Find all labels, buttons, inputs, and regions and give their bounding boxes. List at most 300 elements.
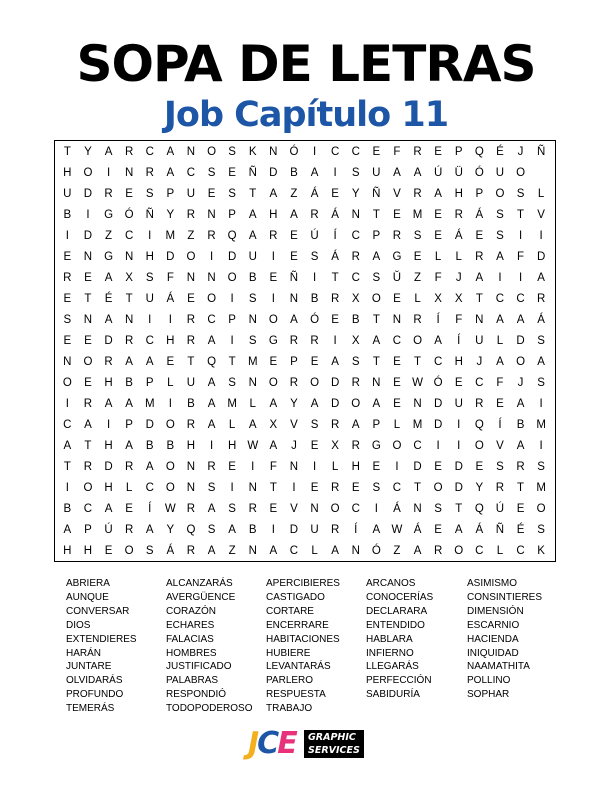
grid-cell: D — [83, 230, 93, 242]
grid-cell: A — [516, 398, 525, 410]
grid-cell: N — [186, 146, 196, 158]
grid-cell: B — [290, 167, 298, 179]
grid-cell: Q — [207, 356, 217, 368]
grid-cell: P — [290, 356, 298, 368]
grid-cell: N — [310, 503, 319, 515]
jce-letters — [248, 726, 296, 762]
grid-cell: L — [125, 482, 133, 494]
grid-cell: A — [207, 503, 216, 515]
grid-cell: N — [207, 209, 216, 221]
grid-cell: Á — [413, 524, 422, 536]
grid-cell: R — [289, 377, 299, 389]
grid-cell: P — [372, 419, 381, 431]
grid-cell: Z — [290, 188, 298, 200]
grid-cell: A — [413, 167, 422, 179]
word-list-item: NAAMATHITA — [467, 661, 530, 673]
grid-cell: Í — [148, 503, 152, 515]
grid-cell: U — [310, 524, 319, 536]
grid-cell: E — [84, 377, 92, 389]
grid-cell: E — [454, 377, 463, 389]
word-list-item: ECHARES — [166, 619, 215, 631]
word-list-item: AUNQUE — [66, 591, 109, 603]
grid-cell: N — [207, 272, 216, 284]
grid-cell: E — [269, 503, 278, 515]
word-list-item: ALCANZARÁS — [166, 578, 233, 589]
grid-cell: S — [228, 377, 236, 389]
grid-cell: T — [517, 482, 525, 494]
grid-cell: D — [166, 251, 175, 263]
grid-cell: G — [371, 440, 381, 452]
grid-cell: C — [186, 167, 196, 179]
grid-cell: U — [186, 377, 196, 389]
grid-cell: S — [248, 293, 257, 305]
word-list-item: DECLARARA — [366, 605, 428, 617]
word-list-item: TEMERÁS — [66, 703, 115, 715]
grid-cell: T — [187, 356, 195, 368]
grid-cell: Á — [475, 209, 484, 221]
grid-cell: N — [248, 314, 257, 326]
grid-cell: I — [312, 272, 317, 284]
grid-cell: X — [269, 419, 278, 431]
grid-cell: R — [433, 545, 443, 557]
grid-cell: T — [414, 356, 422, 368]
grid-cell: N — [186, 482, 196, 494]
grid-cell: F — [434, 272, 442, 284]
grid-cell: O — [516, 167, 526, 179]
grid-cell: X — [434, 293, 442, 305]
word-list-item: CORAZÓN — [166, 605, 216, 617]
grid-cell: I — [457, 440, 461, 452]
grid-cell: E — [228, 461, 236, 473]
grid-cell: P — [125, 419, 133, 431]
grid-cell: A — [434, 188, 442, 200]
grid-cell: L — [393, 419, 401, 431]
grid-cell: A — [331, 356, 339, 368]
word-list-item: APERCIBIERES — [266, 578, 340, 589]
grid-cell: A — [454, 524, 463, 536]
grid-cell: M — [412, 419, 423, 431]
grid-cell: É — [496, 146, 504, 158]
grid-cell: A — [145, 524, 154, 536]
grid-cell: M — [412, 209, 423, 221]
grid-cell: A — [269, 188, 278, 200]
grid-cell: A — [290, 314, 298, 326]
grid-cell: Z — [414, 272, 422, 284]
grid-cell: N — [248, 377, 257, 389]
grid-cell: T — [84, 440, 92, 452]
grid-cell: Y — [351, 188, 360, 200]
grid-cell: O — [186, 251, 196, 263]
grid-cell: B — [63, 209, 72, 221]
grid-cell: L — [455, 251, 462, 263]
grid-cell: Q — [474, 503, 484, 515]
grid-cell: R — [124, 461, 134, 473]
grid-cell: E — [496, 398, 504, 410]
grid-cell: K — [248, 146, 257, 158]
logo-line-1: GRAPHIC — [308, 732, 356, 743]
grid-cell: B — [187, 398, 195, 410]
grid-cell: P — [166, 188, 175, 200]
grid-cell: C — [392, 482, 402, 494]
grid-cell: I — [518, 230, 523, 242]
grid-cell: R — [351, 377, 360, 389]
word-list-item: HABLARA — [366, 633, 413, 645]
grid-cell: C — [516, 545, 525, 557]
word-list-item: OLVIDARÁS — [66, 675, 123, 687]
grid-cell: C — [289, 545, 299, 557]
grid-cell: C — [433, 356, 443, 368]
grid-cell: N — [475, 314, 484, 326]
grid-cell: A — [207, 398, 216, 410]
grid-cell: Ó — [474, 167, 484, 179]
grid-cell: E — [207, 188, 216, 200]
grid-cell: L — [496, 545, 504, 557]
grid-cell: E — [475, 230, 484, 242]
word-list-item: INIQUIDAD — [467, 647, 519, 659]
grid-cell: Í — [498, 419, 502, 431]
grid-cell: G — [104, 251, 114, 263]
grid-cell: R — [495, 482, 505, 494]
grid-cell: H — [186, 440, 196, 452]
grid-cell: C — [207, 314, 216, 326]
grid-cell: A — [207, 335, 216, 347]
grid-cell: S — [228, 503, 236, 515]
grid-cell: I — [333, 335, 337, 347]
grid-cell: Q — [186, 524, 196, 536]
word-list-item: LEVANTARÁS — [266, 661, 331, 673]
grid-cell: E — [516, 503, 525, 515]
grid-cell: A — [496, 314, 504, 326]
grid-cell: C — [351, 272, 360, 284]
word-list-item: ABRIERA — [66, 578, 110, 589]
grid-cell: Á — [393, 503, 401, 515]
grid-cell: G — [392, 251, 402, 263]
grid-cell: R — [330, 482, 340, 494]
grid-cell: S — [310, 251, 319, 263]
grid-cell: Á — [331, 251, 339, 263]
grid-cell: R — [413, 188, 422, 200]
grid-cell: C — [330, 146, 340, 158]
grid-cell: K — [537, 545, 545, 557]
grid-cell: M — [247, 356, 258, 368]
grid-cell: R — [186, 419, 196, 431]
grid-cell: T — [331, 272, 339, 284]
grid-cell: A — [269, 440, 278, 452]
grid-cell: Q — [474, 146, 484, 158]
word-list-item: HUBIERE — [266, 647, 311, 659]
grid-cell: F — [496, 377, 504, 389]
grid-cell: D — [413, 461, 422, 473]
grid-cell: R — [475, 398, 484, 410]
grid-cell: O — [516, 356, 526, 368]
grid-cell: L — [311, 545, 318, 557]
grid-cell: N — [372, 377, 381, 389]
grid-cell: A — [166, 167, 175, 179]
grid-cell: L — [414, 293, 421, 305]
word-list-item: TRABAJO — [266, 703, 313, 715]
grid-cell: N — [83, 251, 93, 263]
grid-cell: I — [106, 419, 111, 431]
grid-cell: A — [125, 398, 133, 410]
grid-cell: Z — [105, 230, 113, 242]
grid-cell: T — [414, 482, 422, 494]
grid-cell: E — [434, 524, 442, 536]
grid-cell: Ñ — [248, 167, 257, 179]
grid-cell: V — [290, 419, 298, 431]
grid-cell: J — [291, 440, 297, 452]
grid-cell: S — [537, 461, 545, 473]
grid-cell: N — [351, 209, 360, 221]
grid-cell: A — [475, 272, 484, 284]
grid-cell: I — [539, 440, 543, 452]
grid-cell: T — [372, 314, 380, 326]
grid-cell: I — [168, 398, 172, 410]
grid-cell: V — [290, 503, 298, 515]
word-list-item: PALABRAS — [166, 675, 219, 687]
grid-cell: I — [148, 314, 152, 326]
grid-cell: Z — [187, 230, 195, 242]
grid-cell: D — [454, 482, 463, 494]
grid-cell: W — [247, 440, 259, 452]
logo-letter-e: E — [277, 726, 296, 761]
grid-cell: E — [413, 251, 422, 263]
grid-cell: Í — [333, 230, 337, 242]
grid-cell: C — [413, 440, 422, 452]
grid-cell: Ú — [433, 167, 443, 179]
word-list-item: HACIENDA — [467, 633, 519, 645]
grid-cell: E — [393, 356, 401, 368]
word-list-item: LLEGARÁS — [366, 661, 419, 673]
grid-cell: A — [63, 440, 72, 452]
grid-cell: S — [516, 188, 525, 200]
grid-cell: N — [124, 167, 134, 179]
grid-cell: Q — [227, 230, 237, 242]
grid-cell: F — [393, 146, 401, 158]
grid-cell: E — [84, 272, 92, 284]
grid-cell: O — [83, 356, 93, 368]
grid-cell: A — [63, 524, 72, 536]
page-title: SOPA DE LETRAS — [76, 35, 536, 93]
grid-cell: C — [145, 146, 154, 158]
grid-cell: C — [83, 503, 93, 515]
grid-cell: O — [474, 440, 484, 452]
grid-cell: A — [310, 167, 319, 179]
grid-cell: R — [536, 293, 546, 305]
grid-cell: S — [537, 335, 545, 347]
grid-cell: C — [124, 230, 134, 242]
grid-cell: E — [228, 167, 236, 179]
grid-cell: L — [496, 335, 504, 347]
word-list-item: HOMBRES — [166, 647, 217, 659]
grid-cell: E — [125, 503, 133, 515]
grid-cell: S — [207, 482, 216, 494]
grid-cell: C — [351, 146, 360, 158]
grid-cell: H — [454, 188, 463, 200]
grid-cell: A — [248, 209, 257, 221]
grid-cell: E — [310, 356, 319, 368]
grid-cell: N — [248, 545, 257, 557]
grid-cell: A — [372, 398, 381, 410]
grid-cell: T — [63, 461, 71, 473]
grid-cell: S — [496, 209, 504, 221]
grid-cell: Ü — [454, 167, 463, 179]
grid-cell: N — [63, 356, 72, 368]
grid-cell: E — [372, 146, 381, 158]
grid-cell: P — [84, 524, 92, 536]
grid-cell: N — [351, 545, 360, 557]
grid-cell: O — [392, 440, 402, 452]
word-list-item: INFIERNO — [366, 647, 414, 659]
grid-cell: I — [230, 335, 234, 347]
grid-cell: A — [228, 524, 236, 536]
grid-cell: A — [516, 314, 525, 326]
grid-cell: R — [186, 209, 196, 221]
grid-cell: I — [271, 293, 275, 305]
grid-cell: E — [393, 377, 401, 389]
grid-cell: L — [228, 419, 236, 431]
word-list-item: FALACIAS — [166, 633, 214, 645]
grid-cell: R — [83, 461, 93, 473]
grid-cell: É — [516, 524, 525, 536]
grid-cell: A — [207, 419, 216, 431]
grid-cell: V — [393, 188, 401, 200]
grid-cell: C — [475, 545, 484, 557]
grid-cell: L — [434, 251, 442, 263]
word-list-item: POLLINO — [467, 675, 511, 687]
grid-cell: D — [536, 251, 546, 263]
grid-cell: A — [537, 272, 545, 284]
grid-cell: N — [413, 398, 422, 410]
grid-cell: O — [207, 293, 217, 305]
grid-cell: Á — [537, 314, 545, 326]
grid-cell: Á — [166, 545, 175, 557]
grid-cell: M — [227, 398, 237, 410]
grid-cell: R — [330, 419, 340, 431]
grid-cell: Í — [457, 335, 461, 347]
grid-cell: S — [496, 461, 504, 473]
grid-cell: E — [269, 356, 278, 368]
grid-cell: A — [125, 440, 133, 452]
grid-cell: R — [392, 230, 402, 242]
word-list-item: DIOS — [66, 619, 91, 631]
grid-cell: S — [228, 146, 236, 158]
grid-cell: N — [83, 314, 93, 326]
word-list-item: ENCERRARE — [266, 619, 329, 631]
grid-cell: N — [186, 461, 196, 473]
page-subtitle: Job Capítulo 11 — [163, 95, 449, 135]
logo-letter-c: C — [257, 726, 278, 761]
grid-cell: R — [310, 335, 319, 347]
grid-cell: T — [372, 356, 380, 368]
grid-cell: Z — [228, 545, 236, 557]
grid-cell: O — [165, 482, 175, 494]
grid-cell: A — [269, 398, 278, 410]
grid-cell: O — [124, 545, 134, 557]
grid-cell: P — [145, 377, 154, 389]
grid-cell: E — [331, 188, 339, 200]
grid-cell: A — [145, 356, 154, 368]
grid-cell: O — [83, 167, 93, 179]
grid-cell: N — [248, 482, 257, 494]
grid-cell: S — [351, 167, 360, 179]
grid-cell: W — [391, 524, 403, 536]
grid-cell: Ñ — [372, 188, 381, 200]
word-list-item: RESPONDIÓ — [166, 689, 227, 701]
grid-cell: C — [145, 482, 154, 494]
word-list-item: HARÁN — [66, 647, 102, 659]
grid-cell: I — [292, 482, 296, 494]
grid-cell: Á — [454, 230, 463, 242]
grid-cell: T — [125, 293, 133, 305]
grid-cell: R — [186, 314, 196, 326]
word-list-item: HABITACIONES — [266, 633, 340, 645]
grid-cell: H — [63, 167, 72, 179]
grid-cell: X — [454, 293, 463, 305]
grid-cell: Á — [166, 293, 175, 305]
grid-cell: T — [269, 482, 277, 494]
grid-cell: I — [333, 167, 337, 179]
logo-letter-j: J — [248, 726, 258, 761]
grid-cell: S — [434, 503, 442, 515]
grid-cell: C — [392, 335, 402, 347]
grid-cell: L — [249, 398, 256, 410]
grid-cell: B — [63, 503, 72, 515]
grid-cell: U — [454, 398, 463, 410]
graphic-services-badge — [304, 730, 364, 758]
grid-cell: J — [476, 356, 483, 368]
grid-cell: I — [539, 230, 543, 242]
grid-cell: N — [124, 314, 134, 326]
grid-cell: Ó — [433, 377, 443, 389]
grid-cell: L — [167, 377, 174, 389]
grid-cell: A — [310, 398, 319, 410]
grid-cell: R — [186, 545, 196, 557]
word-list-item: ENTENDIDO — [366, 619, 425, 631]
grid-cell: I — [106, 167, 111, 179]
grid-cell: E — [434, 461, 442, 473]
jce-logo — [248, 726, 364, 762]
grid-cell: D — [227, 251, 237, 263]
grid-cell: Q — [474, 419, 484, 431]
grid-cell: H — [454, 356, 463, 368]
grid-cell: Ŭ — [392, 272, 402, 284]
grid-cell: A — [269, 545, 278, 557]
grid-cell: I — [374, 503, 378, 515]
grid-cell: R — [248, 503, 257, 515]
grid-cell: E — [310, 440, 319, 452]
grid-cell: Ñ — [495, 524, 505, 536]
grid-cell: R — [413, 314, 422, 326]
grid-cell: Ú — [104, 524, 113, 536]
grid-cell: H — [104, 440, 113, 452]
grid-cell: P — [228, 314, 236, 326]
grid-cell: A — [145, 461, 154, 473]
grid-cell: A — [207, 377, 216, 389]
word-list-item: ASIMISMO — [467, 578, 518, 589]
word-list-item: PROFUNDO — [66, 689, 124, 701]
grid-cell: I — [251, 461, 255, 473]
grid-cell: O — [227, 272, 237, 284]
grid-cell: E — [125, 188, 133, 200]
grid-cell: S — [248, 335, 257, 347]
grid-cell: Á — [310, 188, 319, 200]
grid-cell: R — [104, 188, 113, 200]
grid-cell: P — [372, 230, 381, 242]
grid-cell: I — [65, 230, 69, 242]
grid-cell: I — [65, 398, 69, 410]
grid-cell: I — [539, 398, 543, 410]
grid-cell: D — [516, 335, 525, 347]
